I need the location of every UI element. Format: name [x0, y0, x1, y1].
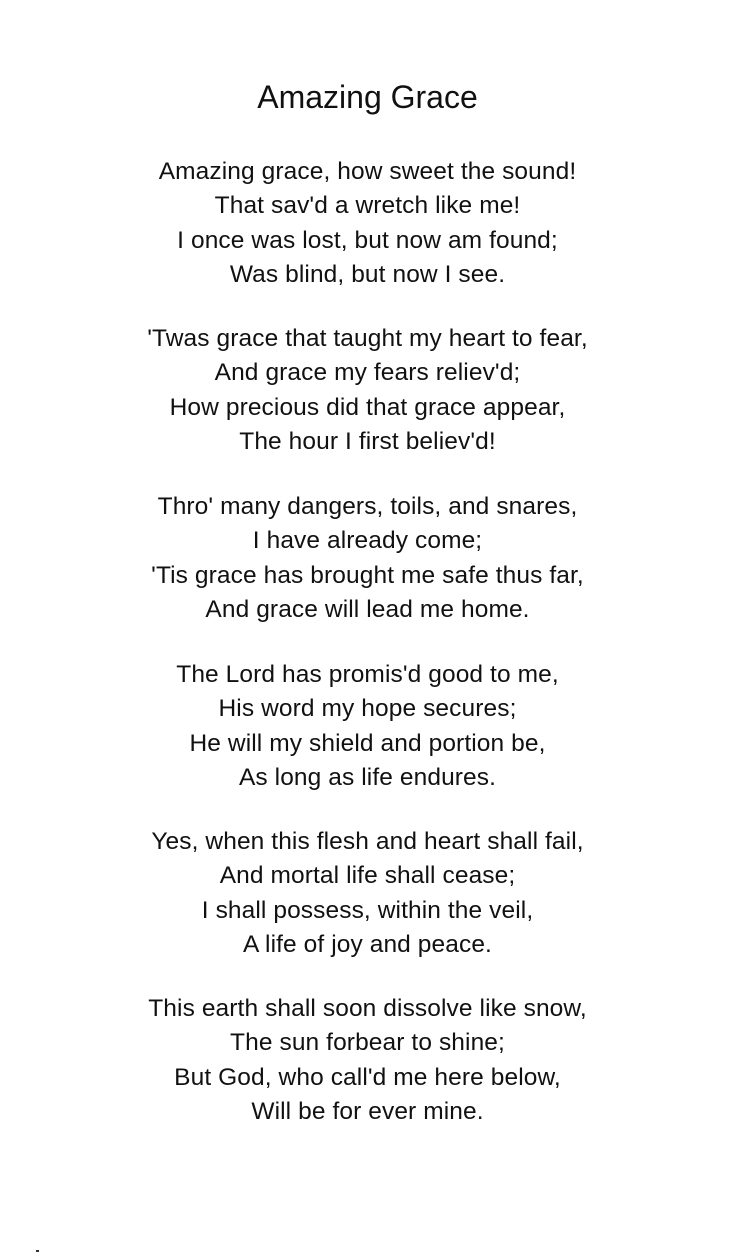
hymn-title: Amazing Grace [257, 79, 478, 115]
stanza-2 [0, 322, 735, 459]
stanza-line: Amazing grace, how sweet the sound! [158, 158, 577, 185]
stanza-3 [0, 490, 735, 627]
stanza-line: I once was lost, but now am found; [177, 226, 558, 254]
stanza-line: The sun forbear to shine; [230, 1029, 505, 1057]
stanza-line: And grace my fears reliev'd; [214, 359, 521, 387]
stanza-line: Yes, when this flesh and heart shall fail, [151, 828, 584, 855]
stanza-line: The Lord has promis'd good to me, [176, 661, 559, 688]
scan-speck [36, 1250, 39, 1252]
stanza-1 [0, 155, 735, 292]
stanza-line: 'Twas grace that taught my heart to fear, [147, 325, 588, 352]
stanza-4 [0, 658, 735, 795]
stanza-line: This earth shall soon dissolve like snow, [148, 995, 587, 1022]
stanza-line: Was blind, but now I see. [229, 260, 506, 288]
stanza-line: But God, who call'd me here below, [174, 1063, 561, 1091]
stanza-line: His word my hope secures; [218, 695, 517, 723]
stanza-line: I have already come; [252, 527, 483, 555]
stanza-line: The hour I first believ'd! [239, 427, 496, 455]
stanza-line: Thro' many dangers, toils, and snares, [157, 493, 578, 520]
stanza-line: 'Tis grace has brought me safe thus far, [151, 561, 584, 589]
stanza-line: A life of joy and peace. [243, 930, 492, 958]
stanza-line: And mortal life shall cease; [219, 862, 516, 890]
stanza-line: And grace will lead me home. [205, 595, 530, 623]
stanza-line: Will be for ever mine. [251, 1097, 484, 1125]
stanza-line: He will my shield and portion be, [189, 729, 546, 757]
stanza-line: As long as life endures. [238, 763, 497, 791]
stanza-6 [0, 992, 735, 1129]
stanza-line: How precious did that grace appear, [169, 393, 566, 421]
stanza-line: I shall possess, within the veil, [201, 896, 534, 924]
stanza-5 [0, 825, 735, 962]
stanza-line: That sav'd a wretch like me! [214, 192, 521, 220]
